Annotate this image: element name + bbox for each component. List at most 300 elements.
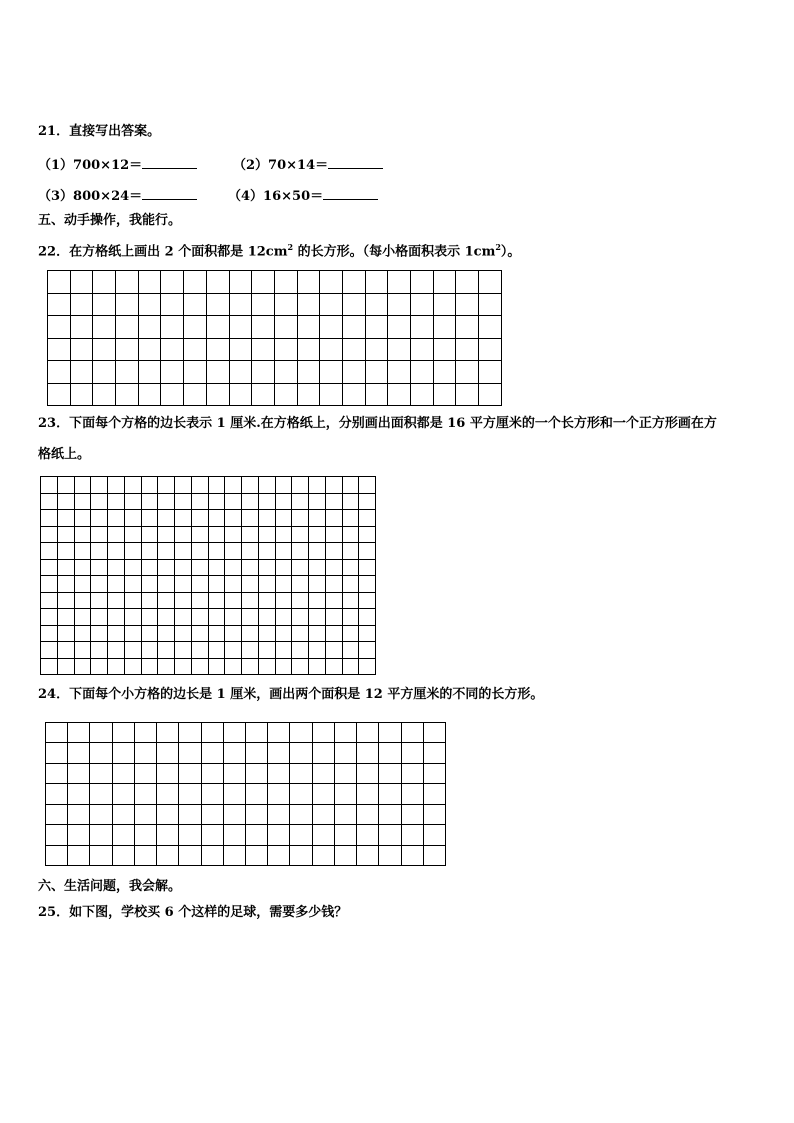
grid-cell[interactable] [91, 559, 108, 576]
grid-cell[interactable] [108, 477, 125, 494]
grid-cell[interactable] [70, 383, 93, 406]
grid-cell[interactable] [274, 383, 297, 406]
grid-cell[interactable] [74, 592, 91, 609]
grid-cell[interactable] [297, 338, 320, 361]
grid-cell[interactable] [158, 625, 175, 642]
grid-cell[interactable] [225, 559, 242, 576]
grid-cell[interactable] [388, 338, 411, 361]
grid-cell[interactable] [90, 723, 112, 743]
grid-cell[interactable] [91, 609, 108, 626]
grid-cell[interactable] [411, 293, 434, 316]
grid-cell[interactable] [423, 723, 445, 743]
grid-cell[interactable] [275, 576, 292, 593]
grid-cell[interactable] [208, 510, 225, 527]
grid-cell[interactable] [252, 383, 275, 406]
grid-cell[interactable] [359, 609, 376, 626]
grid-cell[interactable] [57, 609, 74, 626]
grid-cell[interactable] [275, 493, 292, 510]
grid-cell[interactable] [258, 510, 275, 527]
grid-cell[interactable] [342, 658, 359, 675]
grid-cell[interactable] [325, 592, 342, 609]
grid-cell[interactable] [334, 825, 356, 845]
grid-cell[interactable] [208, 658, 225, 675]
grid-cell[interactable] [124, 559, 141, 576]
grid-cell[interactable] [74, 576, 91, 593]
grid-cell[interactable] [112, 723, 134, 743]
grid-cell[interactable] [124, 526, 141, 543]
grid-cell[interactable] [41, 609, 58, 626]
grid-cell[interactable] [292, 592, 309, 609]
grid-cell[interactable] [309, 510, 326, 527]
grid-cell[interactable] [309, 477, 326, 494]
grid-cell[interactable] [309, 526, 326, 543]
grid-cell[interactable] [93, 383, 116, 406]
grid-cell[interactable] [274, 293, 297, 316]
grid-cell[interactable] [252, 293, 275, 316]
grid-cell[interactable] [342, 338, 365, 361]
grid-cell[interactable] [116, 293, 139, 316]
grid-cell[interactable] [456, 338, 479, 361]
grid-cell[interactable] [379, 804, 401, 824]
grid-cell[interactable] [245, 784, 267, 804]
grid-cell[interactable] [411, 271, 434, 294]
grid-cell[interactable] [108, 576, 125, 593]
grid-cell[interactable] [309, 609, 326, 626]
grid-cell[interactable] [161, 383, 184, 406]
grid-cell[interactable] [258, 526, 275, 543]
grid-cell[interactable] [68, 763, 90, 783]
grid-cell[interactable] [258, 576, 275, 593]
grid-cell[interactable] [456, 316, 479, 339]
grid-cell[interactable] [208, 477, 225, 494]
grid-cell[interactable] [201, 723, 223, 743]
grid-cell[interactable] [134, 804, 156, 824]
grid-cell[interactable] [229, 383, 252, 406]
grid-cell[interactable] [292, 526, 309, 543]
grid-cell[interactable] [342, 543, 359, 560]
grid-cell[interactable] [342, 493, 359, 510]
grid-cell[interactable] [184, 293, 207, 316]
grid-cell[interactable] [57, 592, 74, 609]
grid-cell[interactable] [229, 361, 252, 384]
grid-cell[interactable] [141, 543, 158, 560]
grid-cell[interactable] [292, 493, 309, 510]
grid-cell[interactable] [201, 784, 223, 804]
grid-cell[interactable] [124, 576, 141, 593]
grid-cell[interactable] [290, 743, 312, 763]
grid-cell[interactable] [74, 510, 91, 527]
grid-cell[interactable] [158, 592, 175, 609]
grid-cell[interactable] [91, 625, 108, 642]
grid-cell[interactable] [365, 338, 388, 361]
grid-cell[interactable] [90, 763, 112, 783]
grid-cell[interactable] [57, 625, 74, 642]
grid-cell[interactable] [225, 493, 242, 510]
grid-cell[interactable] [46, 763, 68, 783]
grid-cell[interactable] [334, 804, 356, 824]
grid-cell[interactable] [245, 763, 267, 783]
q21-item-1-answer-blank[interactable] [142, 156, 197, 169]
grid-cell[interactable] [206, 316, 229, 339]
grid-cell[interactable] [342, 559, 359, 576]
grid-cell[interactable] [108, 658, 125, 675]
grid-cell[interactable] [342, 642, 359, 659]
grid-cell[interactable] [292, 642, 309, 659]
grid-cell[interactable] [108, 592, 125, 609]
grid-cell[interactable] [138, 383, 161, 406]
grid-cell[interactable] [365, 383, 388, 406]
grid-cell[interactable] [74, 526, 91, 543]
grid-cell[interactable] [48, 271, 71, 294]
grid-cell[interactable] [108, 510, 125, 527]
grid-cell[interactable] [292, 559, 309, 576]
grid-cell[interactable] [320, 361, 343, 384]
grid-cell[interactable] [325, 543, 342, 560]
grid-cell[interactable] [57, 658, 74, 675]
grid-cell[interactable] [41, 493, 58, 510]
grid-cell[interactable] [191, 543, 208, 560]
grid-cell[interactable] [401, 845, 423, 865]
grid-cell[interactable] [108, 642, 125, 659]
grid-cell[interactable] [68, 723, 90, 743]
grid-cell[interactable] [275, 526, 292, 543]
grid-cell[interactable] [423, 825, 445, 845]
grid-cell[interactable] [175, 477, 192, 494]
grid-cell[interactable] [91, 477, 108, 494]
grid-cell[interactable] [242, 592, 259, 609]
grid-cell[interactable] [456, 293, 479, 316]
grid-cell[interactable] [46, 825, 68, 845]
grid-cell[interactable] [225, 642, 242, 659]
grid-cell[interactable] [290, 845, 312, 865]
grid-cell[interactable] [141, 642, 158, 659]
grid-cell[interactable] [138, 316, 161, 339]
grid-cell[interactable] [124, 592, 141, 609]
grid-cell[interactable] [401, 804, 423, 824]
grid-cell[interactable] [108, 493, 125, 510]
grid-cell[interactable] [191, 625, 208, 642]
grid-cell[interactable] [208, 592, 225, 609]
grid-cell[interactable] [342, 293, 365, 316]
grid-cell[interactable] [423, 743, 445, 763]
grid-cell[interactable] [93, 271, 116, 294]
grid-cell[interactable] [223, 763, 245, 783]
grid-cell[interactable] [275, 510, 292, 527]
grid-cell[interactable] [206, 271, 229, 294]
grid-cell[interactable] [359, 576, 376, 593]
grid-cell[interactable] [242, 609, 259, 626]
grid-cell[interactable] [258, 625, 275, 642]
grid-cell[interactable] [158, 559, 175, 576]
grid-cell[interactable] [191, 609, 208, 626]
grid-cell[interactable] [258, 559, 275, 576]
grid-cell[interactable] [46, 723, 68, 743]
grid-cell[interactable] [90, 845, 112, 865]
grid-cell[interactable] [208, 559, 225, 576]
grid-cell[interactable] [252, 361, 275, 384]
grid-cell[interactable] [309, 658, 326, 675]
grid-cell[interactable] [292, 543, 309, 560]
grid-cell[interactable] [342, 576, 359, 593]
grid-cell[interactable] [320, 338, 343, 361]
grid-cell[interactable] [292, 576, 309, 593]
grid-cell[interactable] [175, 592, 192, 609]
grid-cell[interactable] [359, 592, 376, 609]
grid-cell[interactable] [91, 510, 108, 527]
grid-cell[interactable] [388, 271, 411, 294]
grid-cell[interactable] [357, 784, 379, 804]
grid-cell[interactable] [242, 576, 259, 593]
grid-cell[interactable] [57, 543, 74, 560]
grid-cell[interactable] [342, 271, 365, 294]
grid-cell[interactable] [91, 543, 108, 560]
grid-cell[interactable] [208, 609, 225, 626]
grid-cell[interactable] [297, 316, 320, 339]
grid-cell[interactable] [268, 723, 290, 743]
grid-cell[interactable] [116, 361, 139, 384]
grid-cell[interactable] [41, 592, 58, 609]
grid-cell[interactable] [225, 543, 242, 560]
grid-cell[interactable] [184, 338, 207, 361]
grid-cell[interactable] [206, 293, 229, 316]
grid-cell[interactable] [479, 316, 502, 339]
grid-cell[interactable] [479, 293, 502, 316]
grid-cell[interactable] [74, 609, 91, 626]
grid-cell[interactable] [191, 477, 208, 494]
grid-cell[interactable] [223, 743, 245, 763]
grid-cell[interactable] [175, 576, 192, 593]
grid-cell[interactable] [93, 338, 116, 361]
grid-cell[interactable] [309, 642, 326, 659]
grid-cell[interactable] [134, 763, 156, 783]
grid-cell[interactable] [342, 383, 365, 406]
grid-cell[interactable] [365, 316, 388, 339]
grid-cell[interactable] [258, 592, 275, 609]
grid-cell[interactable] [158, 526, 175, 543]
grid-cell[interactable] [208, 493, 225, 510]
grid-cell[interactable] [423, 845, 445, 865]
grid-cell[interactable] [223, 804, 245, 824]
grid-cell[interactable] [242, 510, 259, 527]
grid-cell[interactable] [365, 271, 388, 294]
grid-cell[interactable] [141, 576, 158, 593]
grid-cell[interactable] [365, 293, 388, 316]
grid-cell[interactable] [93, 316, 116, 339]
grid-cell[interactable] [208, 576, 225, 593]
grid-cell[interactable] [134, 845, 156, 865]
grid-cell[interactable] [41, 658, 58, 675]
grid-cell[interactable] [57, 559, 74, 576]
grid-cell[interactable] [157, 723, 179, 743]
grid-cell[interactable] [184, 361, 207, 384]
grid-cell[interactable] [401, 723, 423, 743]
grid-cell[interactable] [290, 825, 312, 845]
grid-cell[interactable] [141, 477, 158, 494]
grid-cell[interactable] [379, 763, 401, 783]
q24-grid-paper[interactable] [45, 722, 446, 866]
grid-cell[interactable] [223, 784, 245, 804]
grid-cell[interactable] [258, 493, 275, 510]
grid-cell[interactable] [309, 576, 326, 593]
grid-cell[interactable] [379, 743, 401, 763]
grid-cell[interactable] [91, 526, 108, 543]
grid-cell[interactable] [184, 316, 207, 339]
grid-cell[interactable] [320, 316, 343, 339]
q21-item-2-answer-blank[interactable] [328, 156, 383, 169]
grid-cell[interactable] [48, 293, 71, 316]
grid-cell[interactable] [158, 658, 175, 675]
grid-cell[interactable] [292, 658, 309, 675]
grid-cell[interactable] [179, 784, 201, 804]
grid-cell[interactable] [357, 723, 379, 743]
grid-cell[interactable] [274, 338, 297, 361]
grid-cell[interactable] [90, 784, 112, 804]
grid-cell[interactable] [225, 510, 242, 527]
grid-cell[interactable] [320, 383, 343, 406]
grid-cell[interactable] [161, 271, 184, 294]
grid-cell[interactable] [141, 592, 158, 609]
grid-cell[interactable] [46, 784, 68, 804]
grid-cell[interactable] [258, 543, 275, 560]
grid-cell[interactable] [479, 383, 502, 406]
grid-cell[interactable] [116, 316, 139, 339]
grid-cell[interactable] [456, 271, 479, 294]
grid-cell[interactable] [175, 609, 192, 626]
grid-cell[interactable] [141, 609, 158, 626]
grid-cell[interactable] [297, 293, 320, 316]
grid-cell[interactable] [275, 543, 292, 560]
grid-cell[interactable] [175, 559, 192, 576]
grid-cell[interactable] [108, 526, 125, 543]
grid-cell[interactable] [274, 271, 297, 294]
grid-cell[interactable] [124, 510, 141, 527]
grid-cell[interactable] [90, 804, 112, 824]
grid-cell[interactable] [275, 609, 292, 626]
grid-cell[interactable] [208, 526, 225, 543]
grid-cell[interactable] [401, 825, 423, 845]
grid-cell[interactable] [225, 609, 242, 626]
grid-cell[interactable] [191, 658, 208, 675]
grid-cell[interactable] [268, 804, 290, 824]
grid-cell[interactable] [401, 763, 423, 783]
grid-cell[interactable] [456, 361, 479, 384]
grid-cell[interactable] [141, 559, 158, 576]
grid-cell[interactable] [112, 845, 134, 865]
grid-cell[interactable] [112, 743, 134, 763]
grid-cell[interactable] [175, 526, 192, 543]
grid-cell[interactable] [334, 723, 356, 743]
grid-cell[interactable] [175, 658, 192, 675]
grid-cell[interactable] [46, 743, 68, 763]
grid-cell[interactable] [41, 526, 58, 543]
grid-cell[interactable] [357, 743, 379, 763]
grid-cell[interactable] [297, 361, 320, 384]
grid-cell[interactable] [297, 271, 320, 294]
grid-cell[interactable] [379, 825, 401, 845]
grid-cell[interactable] [70, 316, 93, 339]
grid-cell[interactable] [242, 526, 259, 543]
grid-cell[interactable] [242, 477, 259, 494]
grid-cell[interactable] [433, 383, 456, 406]
grid-cell[interactable] [108, 559, 125, 576]
grid-cell[interactable] [206, 361, 229, 384]
grid-cell[interactable] [433, 293, 456, 316]
grid-cell[interactable] [157, 784, 179, 804]
grid-cell[interactable] [208, 625, 225, 642]
grid-cell[interactable] [184, 383, 207, 406]
grid-cell[interactable] [325, 625, 342, 642]
grid-cell[interactable] [242, 658, 259, 675]
grid-cell[interactable] [357, 825, 379, 845]
grid-cell[interactable] [325, 609, 342, 626]
grid-cell[interactable] [242, 559, 259, 576]
grid-cell[interactable] [57, 493, 74, 510]
grid-cell[interactable] [274, 361, 297, 384]
grid-cell[interactable] [116, 271, 139, 294]
grid-cell[interactable] [191, 576, 208, 593]
grid-cell[interactable] [74, 477, 91, 494]
grid-cell[interactable] [423, 784, 445, 804]
grid-cell[interactable] [124, 609, 141, 626]
grid-cell[interactable] [124, 658, 141, 675]
grid-cell[interactable] [325, 642, 342, 659]
grid-cell[interactable] [312, 784, 334, 804]
grid-cell[interactable] [290, 804, 312, 824]
grid-cell[interactable] [325, 477, 342, 494]
grid-cell[interactable] [242, 493, 259, 510]
grid-cell[interactable] [325, 510, 342, 527]
grid-cell[interactable] [91, 493, 108, 510]
grid-cell[interactable] [312, 825, 334, 845]
grid-cell[interactable] [201, 804, 223, 824]
grid-cell[interactable] [112, 784, 134, 804]
grid-cell[interactable] [74, 543, 91, 560]
grid-cell[interactable] [411, 316, 434, 339]
grid-cell[interactable] [41, 559, 58, 576]
grid-cell[interactable] [191, 510, 208, 527]
grid-cell[interactable] [245, 825, 267, 845]
grid-cell[interactable] [379, 845, 401, 865]
q22-grid-paper[interactable] [47, 270, 502, 406]
grid-cell[interactable] [292, 609, 309, 626]
grid-cell[interactable] [74, 559, 91, 576]
grid-cell[interactable] [268, 784, 290, 804]
grid-cell[interactable] [46, 845, 68, 865]
grid-cell[interactable] [175, 543, 192, 560]
grid-cell[interactable] [325, 658, 342, 675]
grid-cell[interactable] [74, 493, 91, 510]
grid-cell[interactable] [134, 825, 156, 845]
grid-cell[interactable] [175, 493, 192, 510]
grid-cell[interactable] [275, 477, 292, 494]
grid-cell[interactable] [229, 271, 252, 294]
grid-cell[interactable] [268, 825, 290, 845]
grid-cell[interactable] [184, 271, 207, 294]
grid-cell[interactable] [309, 625, 326, 642]
grid-cell[interactable] [388, 361, 411, 384]
grid-cell[interactable] [161, 293, 184, 316]
grid-cell[interactable] [112, 763, 134, 783]
grid-cell[interactable] [245, 743, 267, 763]
grid-cell[interactable] [91, 592, 108, 609]
grid-cell[interactable] [112, 804, 134, 824]
grid-cell[interactable] [388, 293, 411, 316]
grid-cell[interactable] [175, 510, 192, 527]
grid-cell[interactable] [116, 383, 139, 406]
grid-cell[interactable] [158, 477, 175, 494]
grid-cell[interactable] [91, 658, 108, 675]
grid-cell[interactable] [41, 543, 58, 560]
